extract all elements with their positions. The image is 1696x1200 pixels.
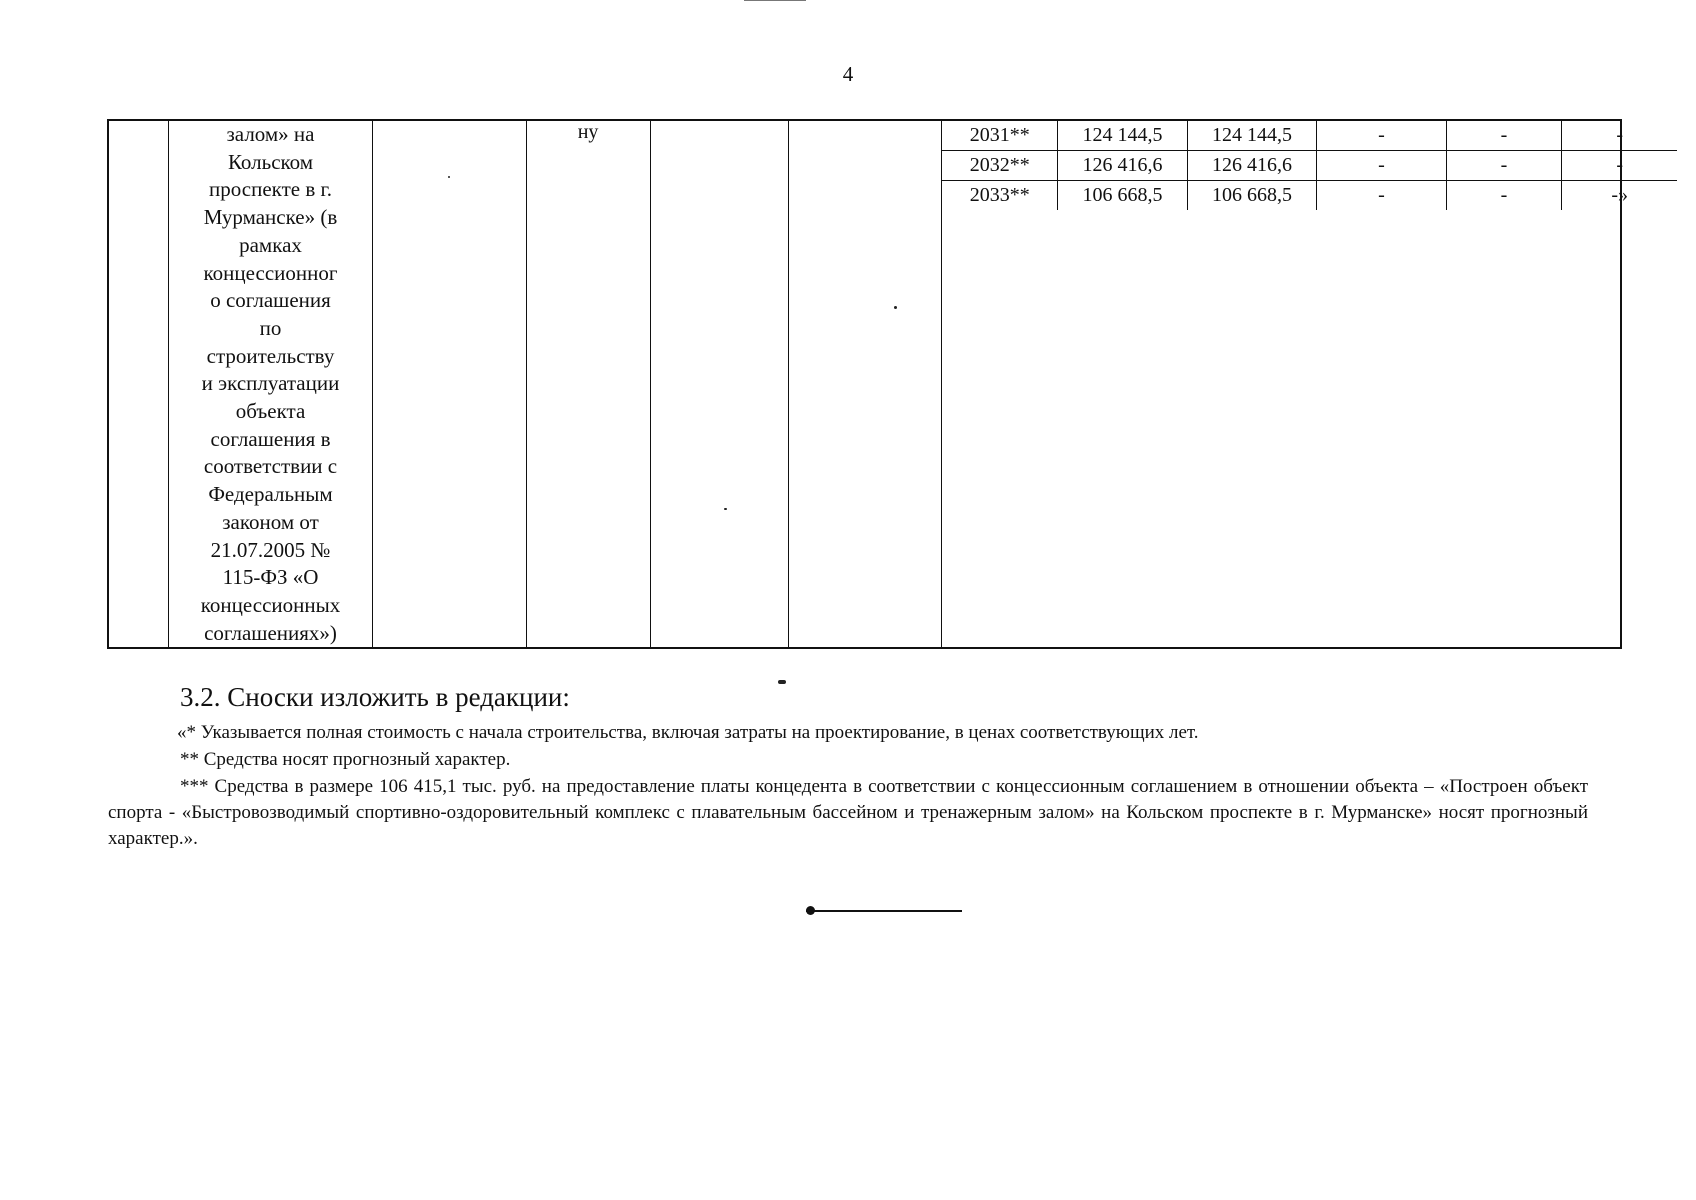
year-cell: 2031** (942, 121, 1057, 151)
object-name-line: по (259, 315, 282, 340)
table-cell-empty (650, 120, 788, 648)
financing-table (107, 119, 1629, 649)
value-cell: - (1316, 181, 1446, 211)
object-name-line: строительству (206, 343, 335, 368)
table-row (942, 181, 1677, 211)
value-cell: - (1446, 121, 1561, 151)
value-cell: 126 416,6 (1057, 151, 1187, 181)
object-name-line: концессионных (200, 592, 341, 617)
end-rule-dot (806, 906, 815, 915)
object-name-line: и эксплуатации (201, 371, 340, 396)
footnote-2: ** Средства носят прогнозный характер. (180, 749, 511, 770)
object-name-line: объекта (235, 399, 306, 424)
value-cell: - (1316, 121, 1446, 151)
table-row (942, 151, 1677, 181)
object-name-line: соглашения в (210, 426, 331, 451)
value-cell: 124 144,5 (1187, 121, 1316, 151)
scan-speck (778, 680, 786, 684)
section-heading: 3.2. Сноски изложить в редакции: (180, 682, 570, 712)
year-values-table (942, 121, 1677, 210)
year-values-cell (942, 120, 1629, 648)
scan-speck (448, 176, 450, 178)
object-name-line: Мурманске» (в (203, 205, 338, 230)
page-number: 4 (842, 62, 854, 86)
value-cell: 124 144,5 (1057, 121, 1187, 151)
object-name-line: концессионног (203, 260, 338, 285)
object-name-line: законом от (222, 509, 319, 534)
object-name-line: соответствии с (203, 454, 338, 479)
object-name-line: залом» на (226, 122, 315, 146)
end-of-document-rule (806, 910, 962, 912)
object-name-line: рамках (239, 232, 302, 257)
value-cell: 106 668,5 (1187, 181, 1316, 211)
object-name-line: 115-ФЗ «О (222, 565, 319, 590)
footnote-3: *** Средства в размере 106 415,1 тыс. руб. на предоставление платы концедента в соответствии с концессионным соглашением в отношении объекта – «Построен объект спорта - «Быстровозводимый спортивно-оздоровительный комплекс с плавательным бассейном и тренажерным залом» на Кольском проспекте в г. Мурманске» носят прогнозный характер.». (108, 776, 1588, 849)
value-cell: - (1446, 181, 1561, 211)
scan-speck (724, 508, 727, 510)
year-cell: 2032** (942, 151, 1057, 181)
object-name-line: Федеральным (208, 482, 333, 507)
scan-speck (894, 306, 897, 309)
object-name-line: о соглашения (210, 288, 331, 313)
footnote-1: «* Указывается полная стоимость с начала строительства, включая затраты на проектирование, в ценах соответствующих лет. (177, 722, 1199, 743)
value-cell: - (1316, 151, 1446, 181)
object-name-cell (169, 120, 372, 648)
value-cell: 106 668,5 (1057, 181, 1187, 211)
unit-cell: ну (526, 120, 650, 648)
value-cell: -» (1561, 181, 1677, 211)
value-cell: - (1446, 151, 1561, 181)
object-name-line: соглашениях») (204, 620, 337, 645)
object-name-line: Кольском (227, 149, 314, 174)
scan-top-rule (744, 0, 806, 1)
table-cell-empty (372, 120, 526, 648)
table-row (942, 121, 1677, 151)
value-cell: - (1561, 121, 1677, 151)
object-name-line: 21.07.2005 № (210, 537, 331, 562)
table-cell-empty (788, 120, 942, 648)
year-cell: 2033** (969, 184, 1030, 206)
value-cell: - (1561, 151, 1677, 181)
value-cell: 126 416,6 (1187, 151, 1316, 181)
object-name-line: проспекте в г. (209, 177, 332, 202)
table-cell-number (108, 120, 169, 648)
